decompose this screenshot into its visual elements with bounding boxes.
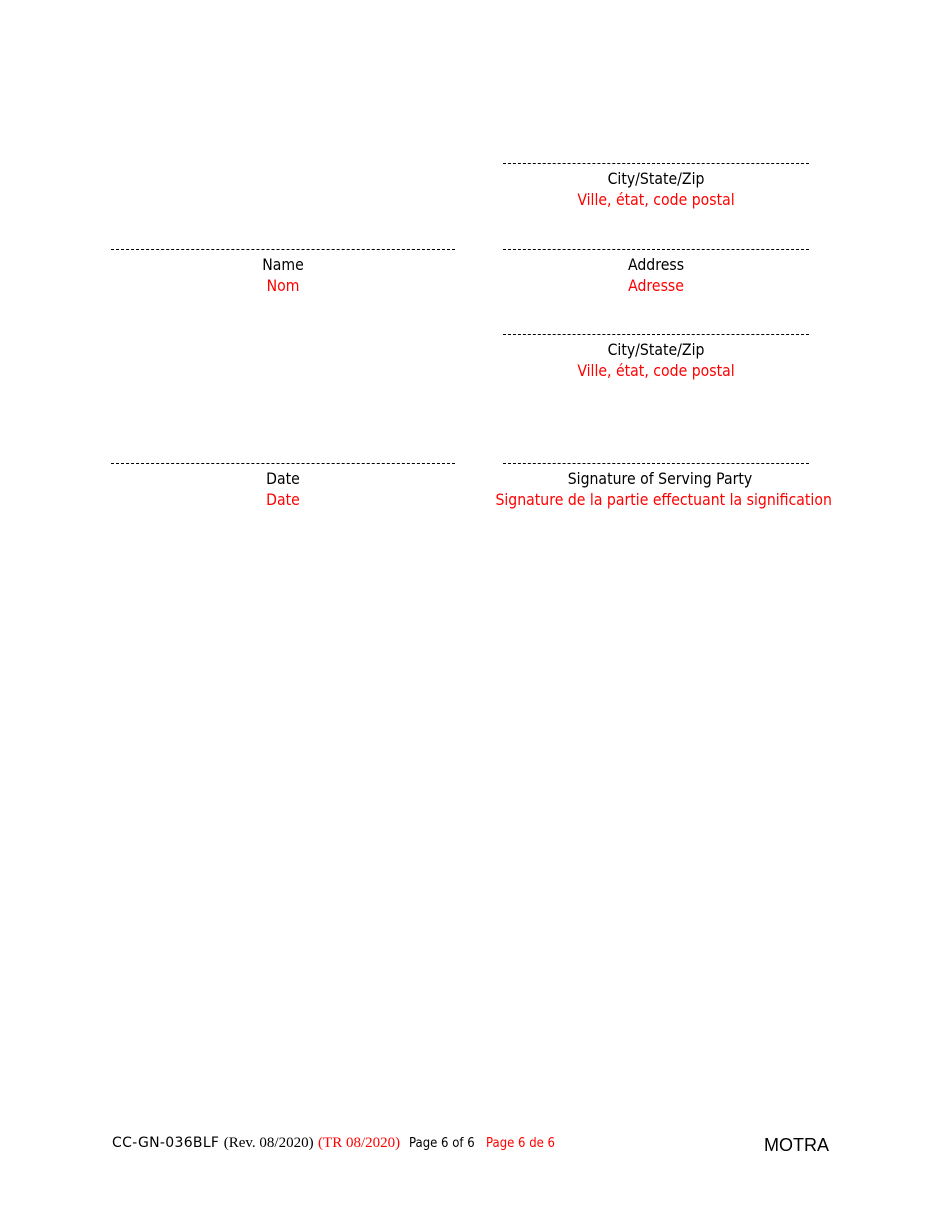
name-label-fr: Nom (266, 276, 300, 295)
name-field (111, 249, 455, 297)
revision-date: (Rev. 08/2020) (223, 1135, 314, 1151)
date-label-en: Date (266, 469, 300, 488)
translation-date: (TR 08/2020) (318, 1135, 401, 1151)
address-line[interactable] (503, 249, 809, 250)
address-label-en: Address (627, 255, 685, 274)
city-state-zip-label-en: City/State/Zip (607, 340, 705, 359)
date-line[interactable] (111, 463, 455, 464)
signature-field (473, 463, 847, 511)
name-line[interactable] (111, 249, 455, 250)
page-number-en: Page 6 of 6 (409, 1136, 475, 1151)
motra-brand: MOTRA (764, 1135, 829, 1155)
form-code: CC-GN-036BLF (112, 1135, 220, 1151)
date-label-fr: Date (266, 490, 300, 509)
page-number-fr: Page 6 de 6 (486, 1136, 556, 1151)
signature-line[interactable] (503, 463, 809, 464)
city-state-zip-field-bottom (503, 334, 809, 382)
signature-label-en: Signature of Serving Party (567, 469, 753, 488)
city-state-zip-field-top (503, 163, 809, 211)
address-label-fr: Adresse (628, 276, 684, 295)
date-field (111, 463, 455, 511)
city-state-zip-label-fr: Ville, état, code postal (577, 190, 735, 209)
city-state-zip-label-fr: Ville, état, code postal (577, 361, 735, 380)
city-state-zip-line-top[interactable] (503, 163, 809, 164)
address-field (503, 249, 809, 297)
name-label-en: Name (262, 255, 304, 274)
signature-label-fr: Signature de la partie effectuant la signification (495, 490, 832, 509)
page-footer (112, 1133, 563, 1154)
city-state-zip-line-bottom[interactable] (503, 334, 809, 335)
city-state-zip-label-en: City/State/Zip (607, 169, 705, 188)
